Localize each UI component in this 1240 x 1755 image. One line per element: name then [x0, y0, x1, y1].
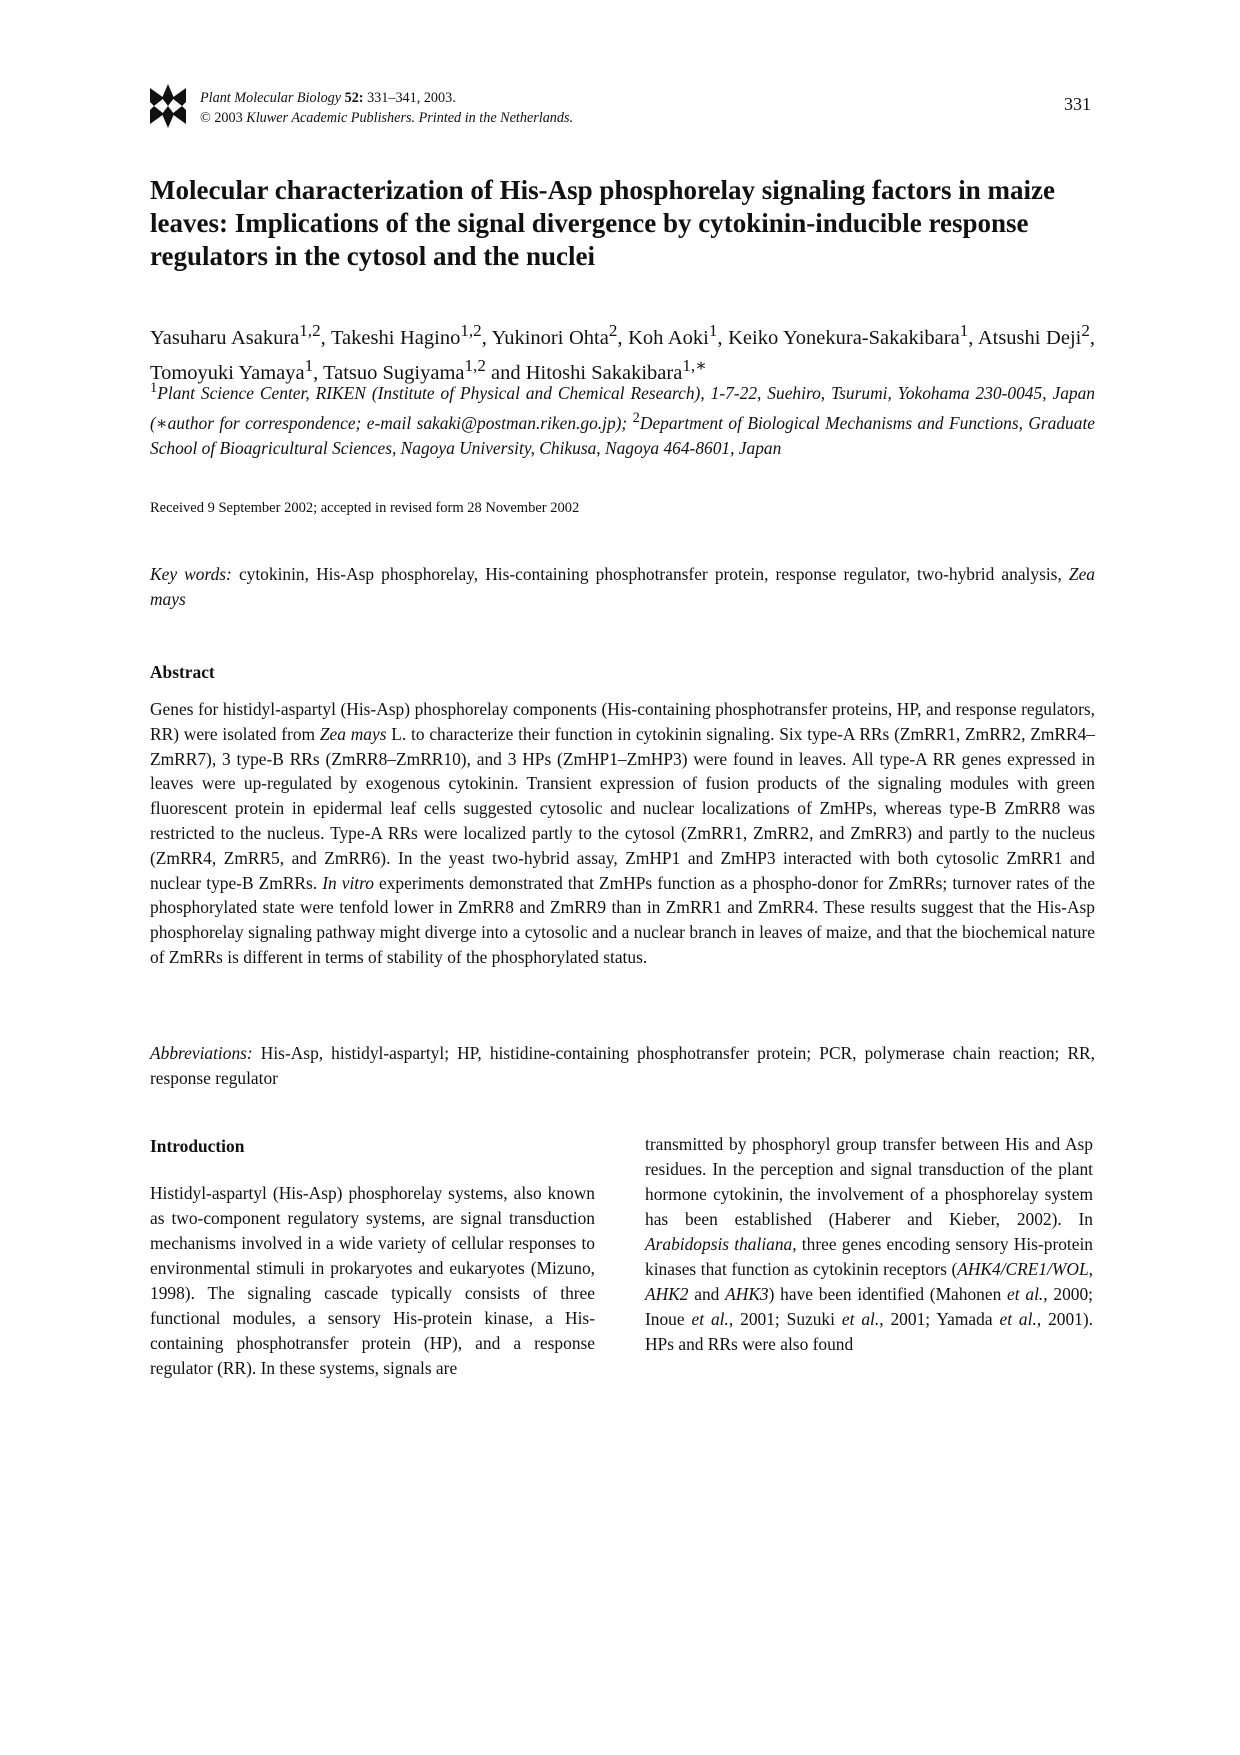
introduction-column-right: transmitted by phosphoryl group transfer between His and Asp residues. In the perception and signal transduction of the plant hormone cytokinin, the involvement of a phosphorelay system has been established (Haberer and Kieber, 2002). In Arabidopsis thaliana, three genes encoding sensory His-protein kinases that function as cytokinin receptors (AHK4/CRE1/WOL, AHK2 and AHK3) have been identified (Mahonen et al., 2000; Inoue et al., 2001; Suzuki et al., 2001; Yamada et al., 2001). HPs and RRs were also found — [645, 1134, 1094, 1354]
author-name: Keiko Yonekura-Sakakibara — [728, 326, 960, 349]
author-affiliation-marker: 1 — [304, 355, 314, 375]
keywords-label: Key words: — [150, 564, 232, 584]
journal-citation: Plant Molecular Biology 52: 331–341, 2003. © 2003 Kluwer Academic Publishers. Printed in the Netherlands. — [200, 90, 574, 126]
author-name: Yasuharu Asakura — [150, 326, 300, 349]
publisher-logo-icon — [150, 84, 186, 128]
author-name: Hitoshi Sakakibara — [525, 361, 683, 384]
author-affiliation-marker: 2 — [1081, 321, 1090, 340]
article-title: Molecular characterization of His-Asp phosphorelay signaling factors in maize leaves: Implications of the signal divergence by cytokinin-inducible response regulators in the cytosol and the nuclei — [150, 175, 1055, 271]
author-list: Yasuharu Asakura$^{1,2}$, Takeshi Hagino$^{1,2}$, Yukinori Ohta$^2$, Koh Aoki$^1$, Keiko Yonekura-Sakakibara$^1$, Atsushi Deji$^2$, Tomoyuki Yamaya$^1$, Tatsuo Sugiyama$^{1,2}$ and Hitoshi Sakakibara$^{1,∗}$ — [150, 321, 1096, 384]
author-name: Tomoyuki Yamaya — [150, 361, 305, 384]
page-number: 331 — [1064, 94, 1091, 114]
author-name: Yukinori Ohta — [491, 326, 609, 349]
author-name: Atsushi Deji — [977, 326, 1082, 349]
abstract-heading: Abstract — [150, 662, 215, 682]
affiliations: $^1$Plant Science Center, RIKEN (Institute of Physical and Chemical Research), 1-7-22, Suehiro, Tsurumi, Yokohama 230-0045, Japan (∗author for correspondence; e-mail sakaki@postman.riken.go.jp); $^2$Department of Biological Mechanisms and Functions, Graduate School of Bioagricultural Sciences, Nagoya University, Chikusa, Nagoya 464-8601, Japan — [150, 380, 1096, 458]
author-affiliation-marker: 1,2 — [299, 321, 321, 340]
author-affiliation-marker: 1 — [959, 321, 969, 340]
author-affiliation-marker: 1,2 — [464, 355, 486, 375]
abstract-body: Genes for histidyl-aspartyl (His-Asp) phosphorelay components (His-containing phosphotransfer proteins, HP, and response regulators, RR) were isolated from Zea mays L. to characterize their function in cytokinin signaling. Six type-A RRs (ZmRR1, ZmRR2, ZmRR4–ZmRR7), 3 type-B RRs (ZmRR8–ZmRR10), and 3 HPs (ZmHP1–ZmHP3) were found in leaves. All type-A RR genes expressed in leaves were up-regulated by exogenous cytokinin. Transient expression of fusion products of the signaling modules with green fluorescent protein in epidermal leaf cells suggested cytosolic and nuclear localizations of ZmHPs, whereas type-B ZmRR8 was restricted to the nucleus. Type-A RRs were localized partly to the cytosol (ZmRR1, ZmRR2, and ZmRR3) and partly to the nucleus (ZmRR4, ZmRR5, and ZmRR6). In the yeast two-hybrid assay, ZmHP1 and ZmHP3 interacted with both cytosolic ZmRR1 and nuclear type-B ZmRRs. In vitro experiments demonstrated that ZmHPs function as a phospho-donor for ZmRRs; turnover rates of the phosphorylated state were tenfold lower in ZmRR8 and ZmRR9 than in ZmRR1 and ZmRR4. These results suggest that the His-Asp phosphorelay signaling pathway might diverge into a cytosolic and a nuclear branch in leaves of maize, and that the biochemical nature of ZmRRs is different in terms of stability of the phosphorylated status. — [150, 699, 1095, 967]
author-name: Koh Aoki — [628, 326, 709, 349]
introduction-column-left: Histidyl-aspartyl (His-Asp) phosphorelay systems, also known as two-component regulatory systems, are signal transduction mechanisms involved in a wide variety of cellular responses to environmental stimuli in prokaryotes and eukaryotes (Mizuno, 1998). The signaling cascade typically consists of three functional modules, a sensory His-protein kinase, a His-containing phosphotransfer protein (HP), and a response regulator (RR). In these systems, signals are — [150, 1183, 595, 1378]
author-name: Takeshi Hagino — [330, 326, 461, 349]
author-affiliation-marker: 1,∗ — [682, 355, 707, 375]
introduction-heading: Introduction — [150, 1136, 245, 1156]
abbreviations: Abbreviations: His-Asp, histidyl-aspartyl; HP, histidine-containing phosphotransfer protein; PCR, polymerase chain reaction; RR, response regulator — [150, 1043, 1095, 1088]
received-dates: Received 9 September 2002; accepted in revised form 28 November 2002 — [150, 500, 580, 516]
author-name: Tatsuo Sugiyama — [323, 361, 465, 384]
keywords: Key words: cytokinin, His-Asp phosphorelay, His-containing phosphotransfer protein, response regulator, two-hybrid analysis, Zea mays — [150, 564, 1095, 609]
author-affiliation-marker: 1 — [708, 321, 718, 340]
author-affiliation-marker: 1,2 — [460, 321, 482, 340]
author-affiliation-marker: 2 — [608, 321, 618, 340]
